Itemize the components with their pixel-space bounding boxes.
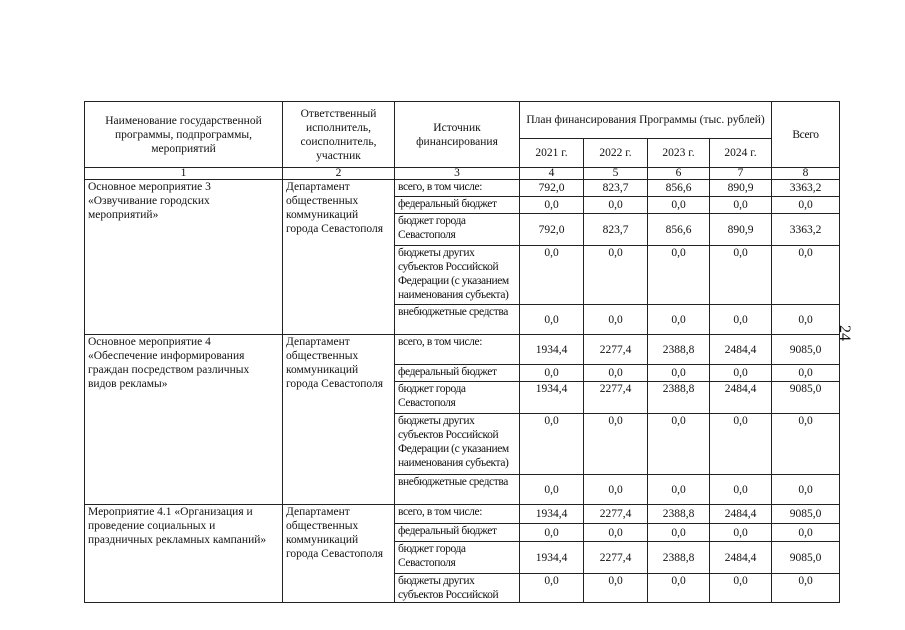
year-value: 2484,4	[710, 505, 772, 524]
year-value: 0,0	[648, 475, 710, 505]
total-value: 9085,0	[772, 542, 840, 574]
table-row	[85, 335, 840, 365]
year-value: 2484,4	[710, 382, 772, 414]
year-value: 0,0	[584, 524, 648, 542]
column-number: 4	[520, 168, 584, 180]
funding-source: федеральный бюджет	[395, 197, 520, 214]
year-value: 0,0	[648, 414, 710, 475]
header-year: 2022 г.	[584, 139, 648, 168]
year-value: 0,0	[520, 197, 584, 214]
column-numbers-row	[85, 168, 840, 180]
header-row	[85, 102, 840, 139]
column-number: 7	[710, 168, 772, 180]
year-value: 0,0	[584, 305, 648, 335]
year-value: 0,0	[584, 197, 648, 214]
year-value: 0,0	[520, 365, 584, 382]
header-plan: План финансирования Программы (тыс. рублей)	[520, 102, 772, 139]
financing-table	[84, 101, 840, 603]
year-value: 0,0	[710, 475, 772, 505]
header-year: 2024 г.	[710, 139, 772, 168]
year-value: 2277,4	[584, 505, 648, 524]
total-value: 3363,2	[772, 180, 840, 197]
total-value: 9085,0	[772, 382, 840, 414]
year-value: 0,0	[520, 574, 584, 603]
funding-source: бюджеты других субъектов Российской Федерации (с указанием наименования субъекта)	[395, 246, 520, 305]
year-value: 0,0	[710, 246, 772, 305]
year-value: 0,0	[520, 305, 584, 335]
year-value: 0,0	[648, 197, 710, 214]
activity-name: Мероприятие 4.1 «Организация и проведение социальных и праздничных рекламных кампаний»	[85, 505, 283, 603]
year-value: 1934,4	[520, 505, 584, 524]
funding-source: федеральный бюджет	[395, 365, 520, 382]
year-value: 2277,4	[584, 542, 648, 574]
year-value: 0,0	[520, 524, 584, 542]
year-value: 0,0	[648, 365, 710, 382]
year-value: 0,0	[710, 414, 772, 475]
funding-source: бюджеты других субъектов Российской Федерации (с указанием наименования субъекта)	[395, 414, 520, 475]
year-value: 2388,8	[648, 382, 710, 414]
year-value: 2484,4	[710, 542, 772, 574]
year-value: 823,7	[584, 180, 648, 197]
total-value: 0,0	[772, 246, 840, 305]
total-value: 0,0	[772, 414, 840, 475]
total-value: 9085,0	[772, 335, 840, 365]
header-source: Источник финансирования	[395, 102, 520, 168]
column-number: 2	[283, 168, 395, 180]
year-value: 2388,8	[648, 505, 710, 524]
funding-source: бюджеты других субъектов Российской	[395, 574, 520, 603]
year-value: 0,0	[648, 524, 710, 542]
year-value: 0,0	[520, 475, 584, 505]
year-value: 0,0	[710, 365, 772, 382]
column-number: 3	[395, 168, 520, 180]
executor: Департамент общественных коммуникаций города Севастополя	[283, 180, 395, 335]
year-value: 856,6	[648, 214, 710, 246]
year-value: 823,7	[584, 214, 648, 246]
header-total: Всего	[772, 102, 840, 168]
column-number: 1	[85, 168, 283, 180]
year-value: 890,9	[710, 214, 772, 246]
year-value: 2388,8	[648, 542, 710, 574]
year-value: 0,0	[710, 524, 772, 542]
funding-source: всего, в том числе:	[395, 335, 520, 365]
total-value: 0,0	[772, 197, 840, 214]
year-value: 890,9	[710, 180, 772, 197]
funding-source: всего, в том числе:	[395, 505, 520, 524]
column-number: 5	[584, 168, 648, 180]
year-value: 2277,4	[584, 335, 648, 365]
total-value: 0,0	[772, 574, 840, 603]
year-value: 2277,4	[584, 382, 648, 414]
activity-name: Основное мероприятие 3 «Озвучивание городских мероприятий»	[85, 180, 283, 335]
funding-source: всего, в том числе:	[395, 180, 520, 197]
header-year: 2023 г.	[648, 139, 710, 168]
year-value: 0,0	[584, 475, 648, 505]
activity-name: Основное мероприятие 4 «Обеспечение информирования граждан посредством различных видов рекламы»	[85, 335, 283, 505]
year-value: 0,0	[584, 246, 648, 305]
header-executor: Ответственный исполнитель, соисполнитель, участник	[283, 102, 395, 168]
funding-source: внебюджетные средства	[395, 475, 520, 505]
table-row	[85, 505, 840, 524]
funding-source: бюджет города Севастополя	[395, 382, 520, 414]
table-row	[85, 180, 840, 197]
funding-source: бюджет города Севастополя	[395, 542, 520, 574]
year-value: 0,0	[648, 305, 710, 335]
table-body	[85, 102, 840, 603]
year-value: 0,0	[648, 574, 710, 603]
executor: Департамент общественных коммуникаций города Севастополя	[283, 505, 395, 603]
year-value: 1934,4	[520, 542, 584, 574]
total-value: 0,0	[772, 475, 840, 505]
year-value: 0,0	[710, 574, 772, 603]
funding-source: бюджет города Севастополя	[395, 214, 520, 246]
year-value: 0,0	[584, 365, 648, 382]
year-value: 0,0	[648, 246, 710, 305]
year-value: 0,0	[710, 305, 772, 335]
column-number: 8	[772, 168, 840, 180]
year-value: 0,0	[584, 414, 648, 475]
year-value: 0,0	[520, 414, 584, 475]
total-value: 9085,0	[772, 505, 840, 524]
total-value: 3363,2	[772, 214, 840, 246]
year-value: 0,0	[710, 197, 772, 214]
total-value: 0,0	[772, 524, 840, 542]
total-value: 0,0	[772, 305, 840, 335]
funding-source: внебюджетные средства	[395, 305, 520, 335]
year-value: 0,0	[520, 246, 584, 305]
year-value: 792,0	[520, 214, 584, 246]
year-value: 0,0	[584, 574, 648, 603]
year-value: 792,0	[520, 180, 584, 197]
year-value: 2484,4	[710, 335, 772, 365]
funding-source: федеральный бюджет	[395, 524, 520, 542]
year-value: 2388,8	[648, 335, 710, 365]
header-name: Наименование государственной программы, подпрограммы, мероприятий	[85, 102, 283, 168]
header-year: 2021 г.	[520, 139, 584, 168]
year-value: 856,6	[648, 180, 710, 197]
year-value: 1934,4	[520, 335, 584, 365]
year-value: 1934,4	[520, 382, 584, 414]
total-value: 0,0	[772, 365, 840, 382]
column-number: 6	[648, 168, 710, 180]
executor: Департамент общественных коммуникаций города Севастополя	[283, 335, 395, 505]
page-number: 24	[836, 325, 853, 341]
